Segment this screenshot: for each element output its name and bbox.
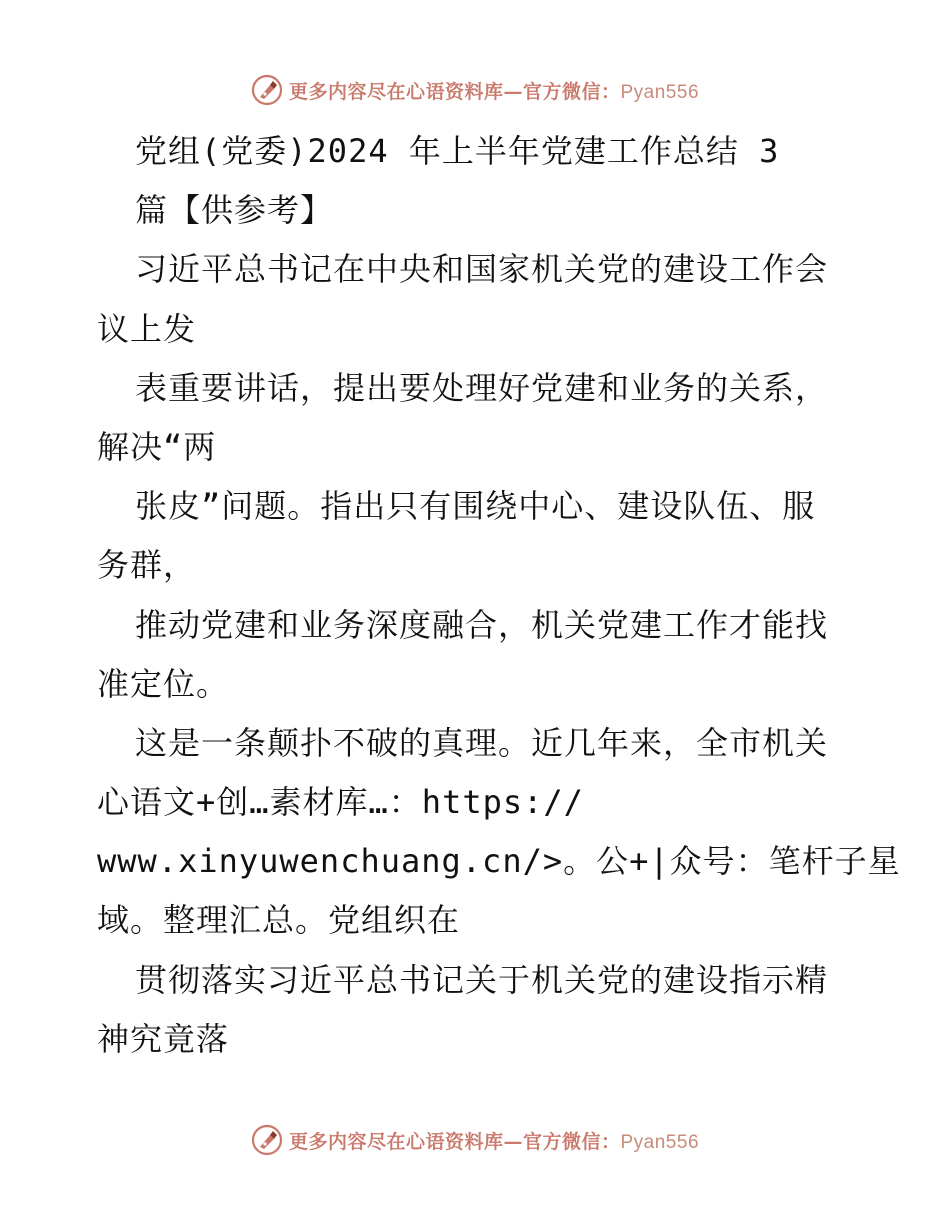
paragraph-line: 神究竟落: [97, 1019, 230, 1058]
paragraph-line: 心语文+创…素材库…：https://: [97, 783, 584, 822]
paragraph-line: 务群，: [97, 546, 197, 585]
paragraph-line: 议上发: [97, 309, 197, 348]
paragraph-line: 推动党建和业务深度融合，机关党建工作才能找: [135, 605, 829, 644]
paragraph-line: 表重要讲话，提出要处理好党建和业务的关系，: [135, 368, 829, 407]
paragraph-line: www.xinyuwenchuang.cn/>。公+|众号：笔杆子星: [97, 842, 901, 881]
paragraph-line: 这是一条颠扑不破的真理。近几年来，全市机关: [135, 723, 829, 762]
paragraph-line: 解决“两: [97, 427, 217, 466]
paragraph-line: 贯彻落实习近平总书记关于机关党的建设指示精: [135, 960, 829, 999]
paragraph-line: 域。整理汇总。党组织在: [97, 901, 461, 940]
title-line-1: 党组(党委)2024 年上半年党建工作总结 3: [135, 132, 780, 170]
paragraph-line: 习近平总书记在中央和国家机关党的建设工作会: [135, 250, 829, 289]
title-line-2: 篇【供参考】: [135, 191, 334, 230]
pen-nib-logo-icon: [251, 74, 283, 106]
paragraph-line: 张皮”问题。指出只有围绕中心、建设队伍、服: [135, 487, 816, 526]
footer-watermark: [0, 1120, 950, 1160]
pen-nib-logo-icon: [251, 1124, 283, 1156]
header-watermark: [0, 70, 950, 110]
watermark-text: 更多内容尽在心语资料库—官方微信：Pyan556: [288, 80, 700, 103]
document-body: [97, 122, 901, 1069]
paragraph-line: 准定位。: [97, 664, 230, 703]
watermark-text: 更多内容尽在心语资料库—官方微信：Pyan556: [288, 1130, 700, 1153]
